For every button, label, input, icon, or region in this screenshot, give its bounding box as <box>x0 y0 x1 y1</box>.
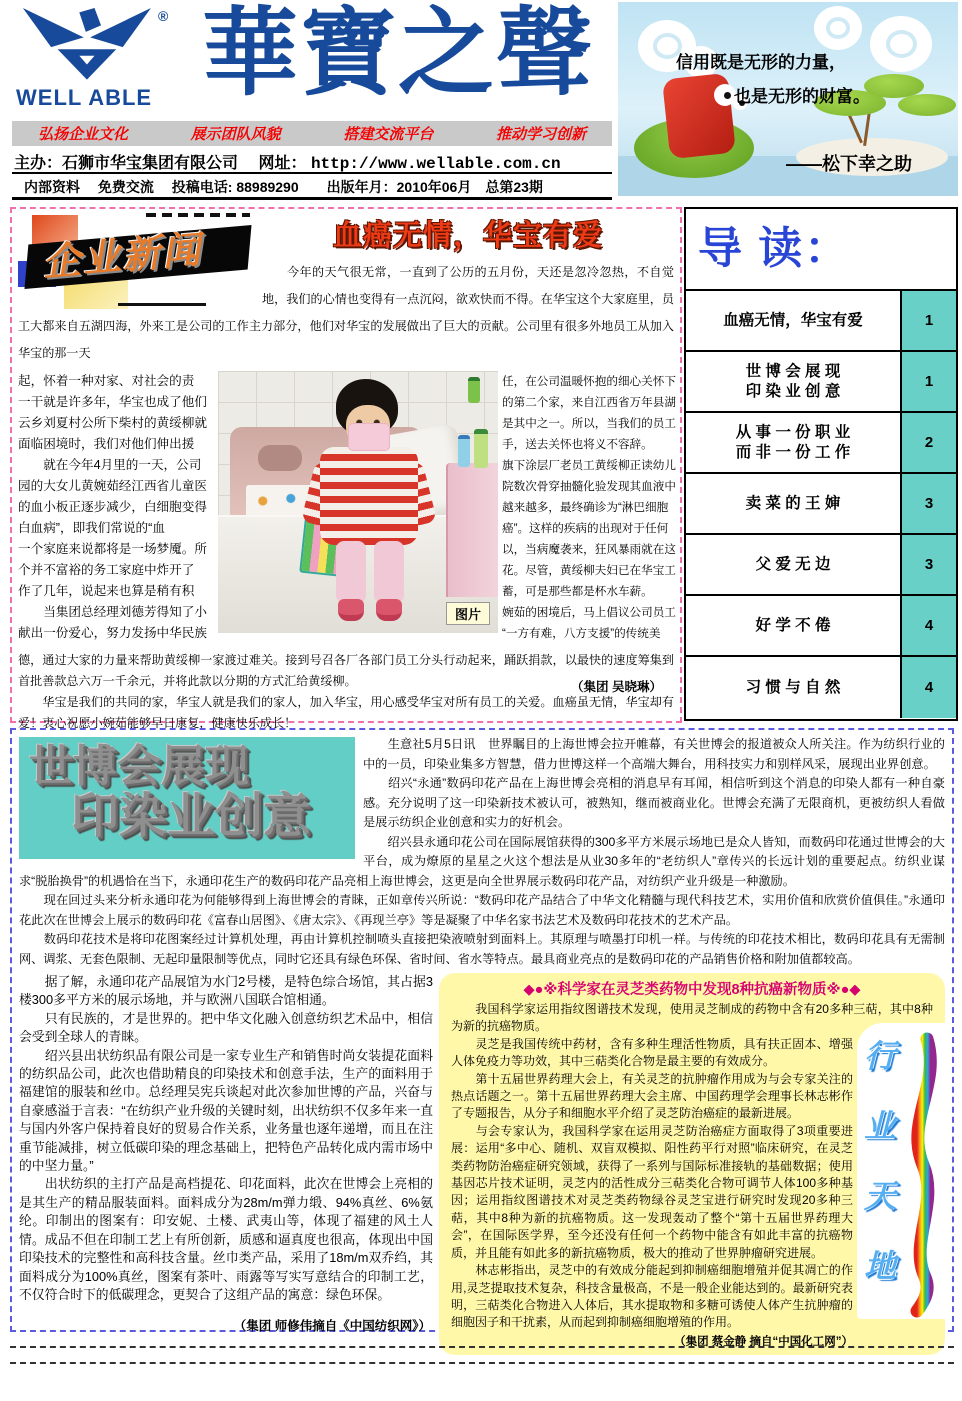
website-label: 网址： <box>242 155 307 172</box>
slogan-band <box>12 121 612 146</box>
newsletter-title: 華寶之聲 <box>202 0 594 107</box>
girl-sock <box>338 599 364 621</box>
girl-sock <box>376 599 402 621</box>
expo-credit: （集团 师修伟摘自《中国纺织网》） <box>233 1319 431 1334</box>
industry-paragraphs: 灵芝是我国传统中药材，含有多种生理活性物质，具有扶正固本、增强人体免疫力等功效，其中三萜类化合物是最主要的有效成分。 第十五届世界药理大会上，有关灵芝的抗肿瘤作用成为与会专家关注的热点话题之一。第十五届世界药理大会主席、中国药理学会理事长林志彬作了专题报告，从分子和细胞水平介绍了灵芝防治癌症的最新进展。 与会专家认为，我国科学家在运用灵芝防治癌症方面取得了3项重要进展：运用“多中心、随机、双盲双模拟、阳性药平行对照”临床研究，在灵芝类药物防治癌症研究领域，获得了一系列与国际标准接轨的基础数据；使用基因芯片技术证明，灵芝内的活性成分三萜类化合物可调节人体100多种基因；运用指纹图谱技术对灵芝类药物绿谷灵芝宝进行研究时发现20多种三萜，其中8种为新的抗癌物质。这一发现轰动了整个“第十五届世界药理大会”，在国际医学界，至今还没有任何一个药物中能含有如此丰富的抗癌物质，并且能有如此多的新抗癌物质，极大的推动了世界肿瘤研究进展。 林志彬指出，灵芝中的有效成分能起到抑制癌细胞增殖并促其凋亡的作用,灵芝提取技术复杂，科技含量极高，不是一般企业能达到的。最新研究表明，三萜类化合物进入人体后，其水提取物和多糖可诱使人体产生抗肿瘤的细胞因子和干扰素，从而起到抑制癌细胞增殖的作用。 <box>451 1036 853 1330</box>
quote-line-2: 也是无形的财富。 <box>734 87 870 106</box>
expo-paragraph: 数码印花技术是将印花图案经过计算机处理，再由计算机控制喷头直接把染液喷射到面料上。其原理与喷墨打印机一样。与传统的印花技术相比，数码印花具有无需制网、调浆、无套色限制、无起印量限制等优点，同时它还具有绿色环保、省时间、省水等特点。最具商业亮点的是数码印花的产品销售价格和附加值都较高。 <box>19 932 945 966</box>
industry-paragraph: 我国科学家运用指纹图谱技术发现，使用灵芝制成的药物中含有20多种三萜，其中8种为新的抗癌物质。 <box>451 1002 933 1034</box>
section-badge-label: 企业新闻 <box>40 229 204 285</box>
section-badge <box>18 213 258 309</box>
slogan-item: 弘扬企业文化 <box>38 127 129 143</box>
bedside-cabinet <box>446 463 498 597</box>
face-mask <box>348 423 390 451</box>
slogan-item: 推动学习创新 <box>495 127 586 143</box>
quote-line-1: 信用既是无形的力量， <box>676 53 846 72</box>
expo-title-graphic <box>19 737 355 859</box>
expo-article-section <box>10 728 954 1348</box>
article-left-column: 起，怀着一种对家、对社会的责 一干就是许多年，华宝也成了他们 云乡刘夏村公所下柴村的黄绥柳就 面临困境时，我们对他们伸出援 就在今年4月里的一天，公司 园的大女儿黄婉茹经江西省儿童医 的血小板正逐步减少，白细胞变得 白血病”，即我们常说的“血 一个家庭来说都将是一场梦魇。所 个并不富裕的务工家庭中炸开了 作了几年，说起来也算是稍有积 当集团总经理刘德芳得知了小 献出一份爱心，努力发扬中华民族 <box>18 374 207 640</box>
article-credit: （集团 吴晓琳） <box>571 680 662 694</box>
footer-rule <box>10 1346 954 1364</box>
guide-item-row <box>686 535 956 596</box>
guide-item-page: 1 <box>900 291 956 350</box>
photo-caption-label: 图片 <box>446 602 490 625</box>
guide-item-title: 血癌无情，华宝有爱 <box>723 311 863 329</box>
badge-underline <box>118 303 206 306</box>
girl-leg <box>336 541 366 603</box>
hanging-bottle <box>468 377 480 403</box>
article-right-column: 任，在公司温暖怀抱的细心关怀下 的第二个家，来自江西省万年县湖 是其中之一。所以，当我们的员工 手，送去关怀也将义不容辞。 旗下涂层厂老员工黄绥柳正读幼儿 院数次骨穿抽髓化验发现其血液中 越来越多，最终确诊为“淋巴细胞 癌”。这样的疾病的出现对于任何 以，当病魔袭来，狂风暴雨就在这 花。尽管，黄绥柳夫妇已在华宝工 蓄，可是那些都是杯水车薪。 婉茹的困境后，马上倡议公司员工 “一方有难，八方支援”的传统美 <box>502 375 676 640</box>
quote-author: ——松下幸之助 <box>786 154 912 174</box>
guide-item-title: 从 事 一 份 职 业 而 非 一 份 工 作 <box>735 423 851 461</box>
article-closing: 德，通过大家的力量来帮助黄绥柳一家渡过难关。接到号召各厂各部门员工分头行动起来，踊跃捐款，以最快的速度筹集到首批善款总六万一千余元，并将此款以分期的方式汇给黄绥柳。 华宝是我们的共同的家，华宝人就是我们的家人，加入华宝，用心感受华宝对所有员工的关爱。血癌虽无情，华宝却有爱！衷心祝愿小婉茹能够早日康复，健康快乐成长！ <box>18 653 674 730</box>
guide-item-page: 1 <box>900 352 956 411</box>
divider <box>12 172 612 174</box>
expo-bottom-row <box>19 973 945 1355</box>
guide-item-page: 3 <box>900 474 956 533</box>
logo-wordmark: WELL ABLE <box>16 85 153 110</box>
guide-item-page: 2 <box>900 413 956 472</box>
bottle <box>458 435 470 467</box>
organizer-text: 主办：石狮市华宝集团有限公司 <box>14 155 239 172</box>
website-link[interactable]: http://www.wellable.com.cn <box>310 155 561 173</box>
guide-item-title: 父 爱 无 边 <box>755 555 831 573</box>
guide-item-row <box>686 352 956 413</box>
expo-paragraph: 现在回过头来分析永通印花为何能够得到上海世博会的青睐，正如章传兴所说：“数码印花产品结合了中华文化精髓与现代科技艺术，实用价值和欣赏价值俱佳。”永通印花此次在世博会上展示的数码印花《富春山居图》、《唐太宗》、《再现兰亭》等是凝聚了中华名家书法艺术及数码印花技术的艺术产品。 <box>19 893 945 927</box>
industry-news-box <box>439 973 945 1355</box>
reading-guide <box>684 207 958 721</box>
article-headline: 血癌无情，华宝有爱 <box>332 220 603 252</box>
quote-banner <box>618 2 958 196</box>
girl-striped-shirt <box>320 447 418 545</box>
expo-left-paragraphs: 据了解，永通印花产品展馆为水门2号楼，是特色综合场馆，其占据3楼300多平方米的展示场地，并与欧洲八国联合馆相通。 只有民族的，才是世界的。把中华文化融入创意纺织艺术品中，相信会受到全球人的青睐。 绍兴县出状纺织品有限公司是一家专业生产和销售时尚女装提花面料的纺织品公司，此次也借助精良的印染技术和创意手法，生产的面料用于福建馆的服装和丝巾。总经理吴宪兵谈起对此次参加世博的产品，兴奋与自豪感溢于言表：“在纺织产业升级的关键时刻，出状纺织不仅多年来一直与国内外客户保持着良好的贸易合作关系，业务量也逐年递增，而且在注重节能减排，树立低碳印染的理念基础上，把特色产品转化成内需市场中的中坚力量。” 出状纺织的主打产品是高档提花、印花面料，此次在世博会上亮相的是其生产的精品服装面料。面料成分为28m/m弹力缎、94%真丝、6%氨纶。印制出的图案有：印安妮、土楼、武夷山等，体现了福建的风土人情。成品不但在印制工艺上有所创新，质感和逼真度也很高，体现出中国印染技术的完整性和高科技含量。丝巾类产品，采用了18m/m双乔绉，其面料成分为100%真丝，图案有茶叶、雨露等写实写意结合的印制工艺，不仅符合时下的低碳理念，更契合了这组产品的寓意：绿色环保。 <box>19 974 433 1302</box>
article-body-columns <box>18 371 674 644</box>
guide-item-title: 卖 菜 的 王 婶 <box>745 494 841 512</box>
guide-item-title: 世 博 会 展 现 印 染 业 创 意 <box>745 362 841 400</box>
mascot-pupil <box>724 92 731 99</box>
eagle-logo-icon <box>22 8 154 84</box>
guide-item-page: 3 <box>900 535 956 594</box>
company-logo <box>16 8 184 120</box>
guide-item-page: 4 <box>900 596 956 655</box>
tree-canopy <box>898 94 956 116</box>
guide-item-row <box>686 596 956 657</box>
slogan-item: 展示团队风貌 <box>190 127 281 143</box>
guide-item-row <box>686 657 956 718</box>
badge-dashes-decoration <box>146 213 250 217</box>
expo-title-line-2: 印染业创意 <box>71 790 312 843</box>
company-news-section <box>10 207 682 730</box>
guide-item-title: 习 惯 与 自 然 <box>745 678 841 696</box>
hospital-photo <box>218 371 498 633</box>
expo-title-line-1: 世博会展现 <box>29 742 249 791</box>
divider <box>12 197 612 200</box>
guide-item-row <box>686 474 956 535</box>
expo-paragraph: 生意社5月5日讯 世界瞩目的上海世博会拉开帷幕，有关世博会的报道被众人所关注。作为纺织行业的中的一员，印染业集多方智慧，借力世博这样一个高端大舞台，用科技实力和别样风采，展现出业界创意。 <box>363 737 945 771</box>
industry-box-title: ◆●※科学家在灵芝类药物中发现8种抗癌新物质※●◆ <box>523 982 861 998</box>
girl-leg <box>374 541 404 603</box>
slogan-item: 搭建交流平台 <box>343 127 434 143</box>
guide-item-page: 4 <box>900 657 956 718</box>
industry-column-banner <box>857 1023 945 1319</box>
expo-left-column <box>19 973 433 1334</box>
cloud-icon <box>870 16 932 72</box>
headboard-handle <box>258 445 302 471</box>
cloud-icon <box>814 6 862 50</box>
industry-credit: （集团 蔡金静 摘自“中国化工网”） <box>674 1335 853 1348</box>
industry-column-title: 行 业 天 地 <box>863 1038 896 1284</box>
article-intro: 今年的天气很无常，一直到了公历的五月份，天还是忽冷忽热，不自觉地，我们的心情也变得有一点沉闷，欲欢快而不得。在华宝这个大家庭里，员工大都来自五湖四海，外来工是公司的工作主力部分，他们对华宝的发展做出了巨大的贡献。公司里有很多外地员工从加入华宝的那一天 <box>18 265 674 360</box>
rainbow-ribbon-icon <box>903 1037 941 1313</box>
guide-item-row <box>686 413 956 474</box>
registered-mark: ® <box>158 8 169 24</box>
reading-guide-title: 导 读： <box>686 209 956 291</box>
publication-info-line: 内部资料 免费交流 投稿电话: 88989290 出版年月：2010年06月 总第23期 <box>24 179 543 195</box>
expo-paragraph: 绍兴“永通”数码印花产品在上海世博会亮相的消息早有耳闻，相信听到这个消息的印染人都有一种自豪感。充分说明了这一印染新技术被认可，被熟知，继而被商业化。世博会充满了无限商机，更被纺织人看做是展示纺织企业创意和实力的好机会。 <box>363 776 945 829</box>
publisher-line <box>14 150 612 173</box>
guide-item-row <box>686 291 956 352</box>
expo-paragraph: 绍兴县永通印花公司在国际展馆获得的300多平方米展示场地已是众人皆知，而数码印花通过世博会的大平台，成为燎原的星星之火这个想法是从业30多年的“老纺织人”章传兴的长远计划的重要起点。纺织业谋求“脱胎换骨”的机遇恰在当下，永通印花生产的数码印花产品亮相上海世博会，这更是向全世界展示数码印花产品，对纺织产业升级是一种激励。 <box>19 834 945 888</box>
bottle <box>474 429 488 468</box>
guide-item-title: 好 学 不 倦 <box>755 616 831 634</box>
